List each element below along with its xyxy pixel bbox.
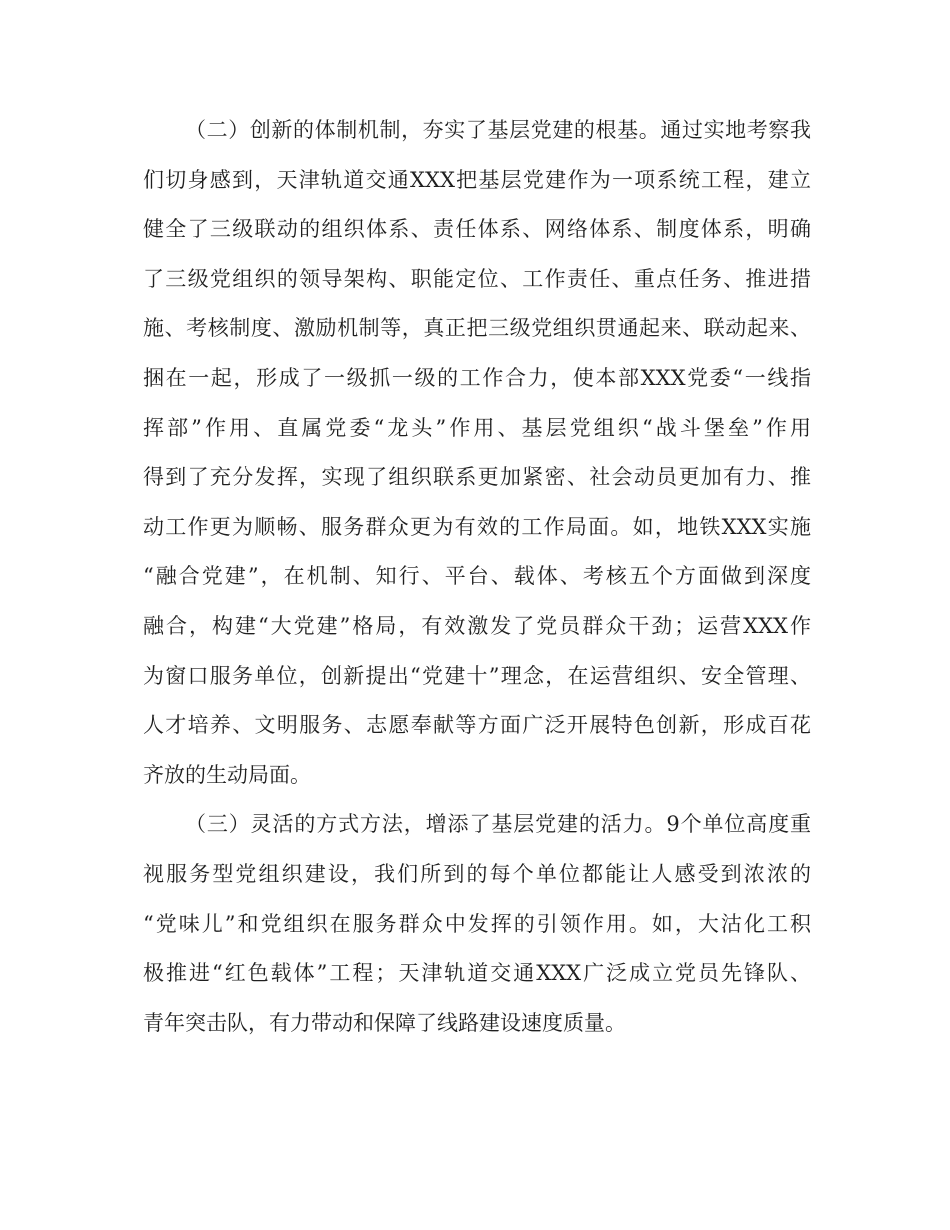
text-line: 青年突击队，有力带动和保障了线路建设速度质量。 (143, 1010, 626, 1035)
text-line: 健全了三级联动的组织体系、责任体系、网络体系、制度体系，明确 (143, 217, 811, 242)
text-line: （三）灵活的方式方法，增添了基层党建的活力。9个单位高度重 (185, 812, 811, 837)
document-body (143, 106, 811, 1048)
text-line: 施、考核制度、激励机制等，真正把三级党组织贯通起来、联动起来、 (143, 316, 811, 341)
text-line: （二）创新的体制机制，夯实了基层党建的根基。通过实地考察我 (185, 118, 811, 142)
text-line: 捆在一起，形成了一级抓一级的工作合力，使本部XXX党委“一线指 (143, 365, 811, 390)
text-line: 极推进“红色载体”工程；天津轨道交通XXX广泛成立党员先锋队、 (143, 961, 811, 986)
text-line: “融合党建”，在机制、知行、平台、载体、考核五个方面做到深度 (143, 564, 811, 589)
paragraph-institutional-mechanisms (143, 106, 811, 800)
text-line: 视服务型党组织建设，我们所到的每个单位都能让人感受到浓浓的 (143, 861, 811, 886)
text-line: 齐放的生动局面。 (143, 762, 311, 787)
text-line: 挥部”作用、直属党委“龙头”作用、基层党组织“战斗堡垒”作用 (143, 415, 811, 440)
paragraph-flexible-methods (143, 800, 811, 1048)
text-line: 人才培养、文明服务、志愿奉献等方面广泛开展特色创新，形成百花 (143, 713, 811, 738)
text-line: “党味儿”和党组织在服务群众中发挥的引领作用。如，大沽化工积 (143, 911, 811, 936)
text-line: 得到了充分发挥，实现了组织联系更加紧密、社会动员更加有力、推 (143, 465, 811, 490)
text-line: 动工作更为顺畅、服务群众更为有效的工作局面。如，地铁XXX实施 (143, 514, 811, 539)
text-line: 了三级党组织的领导架构、职能定位、工作责任、重点任务、推进措 (143, 266, 811, 291)
text-line: 融合，构建“大党建”格局，有效激发了党员群众干劲；运营XXX作 (143, 613, 811, 638)
text-line: 为窗口服务单位，创新提出“党建十”理念，在运营组织、安全管理、 (143, 663, 811, 688)
text-line: 们切身感到，天津轨道交通XXX把基层党建作为一项系统工程，建立 (143, 167, 811, 192)
